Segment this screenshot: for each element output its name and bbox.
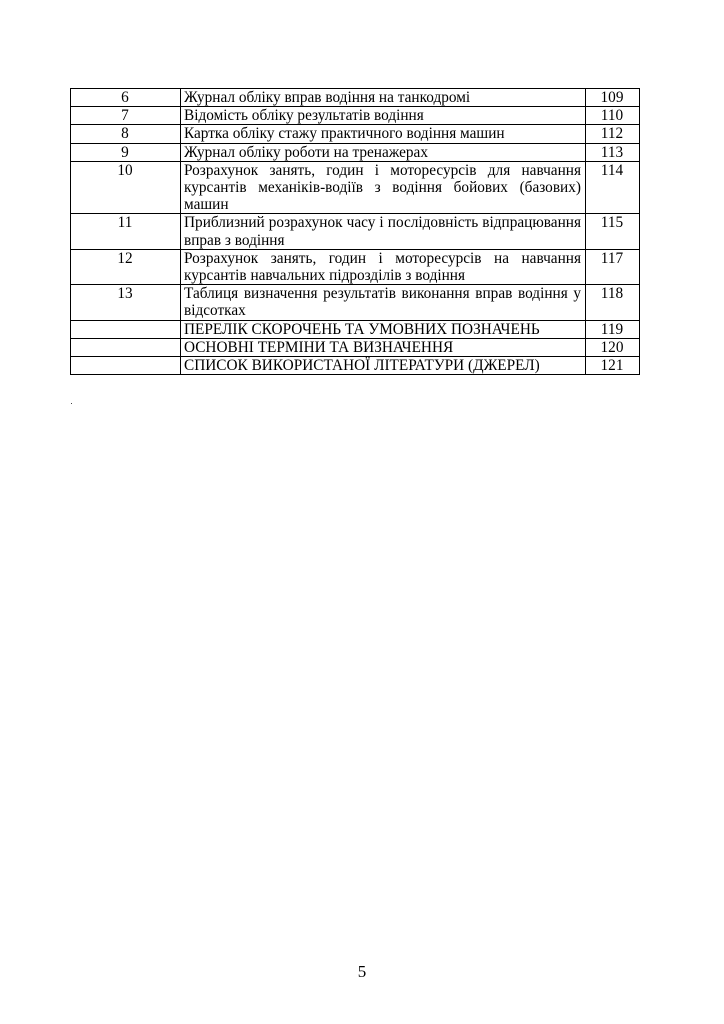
table-row <box>71 161 640 214</box>
page-reference: 119 <box>586 320 640 338</box>
page-reference: 114 <box>586 161 640 214</box>
appendix-number: 7 <box>71 107 181 125</box>
section-title: ОСНОВНІ ТЕРМІНИ ТА ВИЗНАЧЕННЯ <box>181 338 586 356</box>
table-row <box>71 89 640 107</box>
page-reference: 117 <box>586 249 640 284</box>
table-row <box>71 214 640 249</box>
page-reference: 112 <box>586 125 640 143</box>
stray-mark <box>71 403 72 404</box>
appendix-number: 8 <box>71 125 181 143</box>
page-reference: 118 <box>586 285 640 320</box>
appendix-number <box>71 357 181 375</box>
appendix-title: Розрахунок занять, годин і моторесурсів на навчання курсантів навчальних підрозділів з водіння <box>181 249 586 284</box>
table-row <box>71 320 640 338</box>
appendix-title: Картка обліку стажу практичного водіння машин <box>181 125 586 143</box>
table-row <box>71 125 640 143</box>
appendix-number: 6 <box>71 89 181 107</box>
section-title: ПЕРЕЛІК СКОРОЧЕНЬ ТА УМОВНИХ ПОЗНАЧЕНЬ <box>181 320 586 338</box>
section-title: СПИСОК ВИКОРИСТАНОЇ ЛІТЕРАТУРИ (ДЖЕРЕЛ) <box>181 357 586 375</box>
appendix-number <box>71 320 181 338</box>
appendix-title: Приблизний розрахунок часу і послідовність відпрацювання вправ з водіння <box>181 214 586 249</box>
appendix-number: 9 <box>71 143 181 161</box>
appendix-number <box>71 338 181 356</box>
page-reference: 121 <box>586 357 640 375</box>
page-number: 5 <box>357 962 367 981</box>
table-of-contents <box>70 88 640 375</box>
appendix-title: Відомість обліку результатів водіння <box>181 107 586 125</box>
page-reference: 110 <box>586 107 640 125</box>
table-row <box>71 143 640 161</box>
table-row <box>71 107 640 125</box>
appendix-number: 12 <box>71 249 181 284</box>
appendix-title: Журнал обліку вправ водіння на танкодромі <box>181 89 586 107</box>
appendix-number: 13 <box>71 285 181 320</box>
table-row <box>71 285 640 320</box>
page-reference: 109 <box>586 89 640 107</box>
table-row <box>71 357 640 375</box>
appendix-number: 10 <box>71 161 181 214</box>
appendix-title: Журнал обліку роботи на тренажерах <box>181 143 586 161</box>
page-reference: 115 <box>586 214 640 249</box>
appendix-title: Таблиця визначення результатів виконання вправ водіння у відсотках <box>181 285 586 320</box>
page-reference: 120 <box>586 338 640 356</box>
table-row <box>71 338 640 356</box>
appendix-number: 11 <box>71 214 181 249</box>
table-row <box>71 249 640 284</box>
appendix-title: Розрахунок занять, годин і моторесурсів для навчання курсантів механіків-водіїв з водіння бойових (базових) машин <box>181 161 586 214</box>
page-reference: 113 <box>586 143 640 161</box>
